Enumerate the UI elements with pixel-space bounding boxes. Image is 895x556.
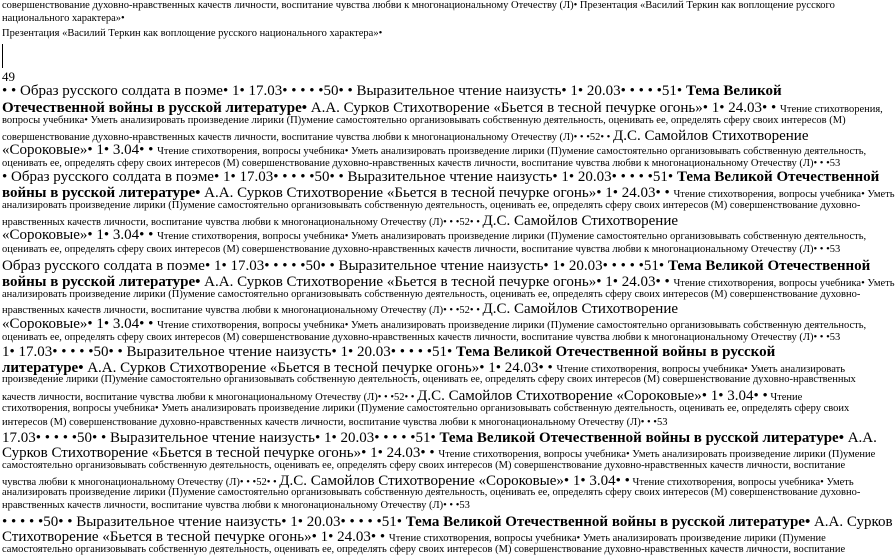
text-line: Образ русского солдата в поэме• 1• 17.03• • • • •50• • Выразительное чтение наизусть• 1• 20.03• • • • •51• Тема Великой Отечественной <box>2 258 871 274</box>
text-line: анализировать произведение лирики (П)умение самостоятельно организовывать собственную деятельность, оценивать ее, определять сферу своих интересов (М) совершенствование духовно- <box>2 289 861 300</box>
text-line: войны в русской литературе• А.А. Сурков Стихотворение «Бьется в тесной печурке огонь»• 1• 24.03• • Чтение стихотворения, вопросы учебника• Уметь <box>2 185 895 201</box>
text-line: оценивать ее, определять сферу своих интересов (М) совершенствование духовно-нравственных качеств личности, воспитание чувства любви к многонациональному Отечеству (Л)• • •53 <box>2 244 841 255</box>
text-line: нравственных качеств личности, воспитание чувства любви к многонациональному Отечеству (Л)• • •52• • Д.С. Самойлов Стихотворение <box>2 301 679 317</box>
text-line: совершенствование духовно-нравственных качеств личности, воспитание чувства любви к многонациональному Отечеству (Л)• • •52• • Д.С. Самойлов Стихотворение <box>2 128 809 144</box>
text-line: «Сороковые»• 1• 3.04• • Чтение стихотворения, вопросы учебника• Уметь анализировать произведение лирики (П)умение самостоятельно организовывать собственную деятельность, <box>2 227 867 243</box>
cursor-bar <box>2 44 3 68</box>
text-line: литературе• А.А. Сурков Стихотворение «Бьется в тесной печурке огонь»• 1• 24.03• • Чтение стихотворения, вопросы учебника• Уметь анализировать <box>2 360 846 376</box>
page-number: 49 <box>2 69 15 84</box>
text-line: самостоятельно организовывать собственную деятельность, оценивать ее, определять сферу своих интересов (М) совершенствование духовно-нравственных качеств личности, воспитание <box>2 460 846 471</box>
text-line: самостоятельно организовывать собственную деятельность, оценивать ее, определять сферу своих интересов (М) совершенствование духовно-нравственных качеств личности, воспитание <box>2 544 846 555</box>
text-line: оценивать ее, определять сферу своих интересов (М) совершенствование духовно-нравственных качеств личности, воспитание чувства любви к многонациональному Отечеству (Л)• • •53 <box>2 158 841 169</box>
text-line: национального характера»• <box>2 13 125 24</box>
text-line: 17.03• • • • •50• • Выразительное чтение наизусть• 1• 20.03• • • • •51• Тема Великой Отечественной войны в русской литературе• А.А. <box>2 430 877 446</box>
text-line: анализировать произведение лирики (П)умение самостоятельно организовывать собственную деятельность, оценивать ее, определять сферу своих интересов (М) совершенствование духовно- <box>2 487 861 498</box>
text-line: Презентация «Василий Теркин как воплощение русского национального характера»• <box>2 28 383 39</box>
text-line: 1• 17.03• • • • •50• • Выразительное чтение наизусть• 1• 20.03• • • • •51• Тема Великой Отечественной войны в русской <box>2 344 776 360</box>
text-line: интересов (М) совершенствование духовно-нравственных качеств личности, воспитание чувства любви к многонациональному Отечеству (Л)• • •53 <box>2 417 668 428</box>
text-line: Стихотворение «Бьется в тесной печурке огонь»• 1• 24.03• • Чтение стихотворения, вопросы учебника• Уметь анализировать произведение лирики (П)умение <box>2 529 826 545</box>
text-line: чувства любви к многонациональному Отечеству (Л)• • •52• • Д.С. Самойлов Стихотворение «Сороковые»• 1• 3.04• • Чтение стихотворения, вопросы учебника• Уметь <box>2 473 854 489</box>
text-line: произведение лирики (П)умение самостоятельно организовывать собственную деятельность, оценивать ее, определять сферу своих интересов (М) совершенствование духовно-нравственных <box>2 374 856 385</box>
text-line: • • • • •50• • Выразительное чтение наизусть• 1• 20.03• • • • •51• Тема Великой Отечественной войны в русской литературе• А.А. Сурков <box>2 514 893 530</box>
text-line: нравственных качеств личности, воспитание чувства любви к многонациональному Отечеству (Л)• • •52• • Д.С. Самойлов Стихотворение <box>2 213 679 229</box>
text-line: • Образ русского солдата в поэме• 1• 17.03• • • • •50• • Выразительное чтение наизусть• 1• 20.03• • • • •51• Тема Великой Отечественной <box>2 169 880 185</box>
text-line: нравственных качеств личности, воспитание чувства любви к многонациональному Отечеству (Л)• • •53 <box>2 500 470 511</box>
text-line: Отечественной войны в русской литературе• А.А. Сурков Стихотворение «Бьется в тесной печурке огонь»• 1• 24.03• • Чтение стихотворения, <box>2 100 883 116</box>
text-line: стихотворения, вопросы учебника• Уметь анализировать произведение лирики (П)умение самостоятельно организовывать собственную деятельность, оценивать ее, определять сферу своих <box>2 403 850 414</box>
text-line: качеств личности, воспитание чувства любви к многонациональному Отечеству (Л)• • •52• • Д.С. Самойлов Стихотворение «Сороковые»• 1• 3.04• • Чтение <box>2 388 803 404</box>
text-line: войны в русской литературе• А.А. Сурков Стихотворение «Бьется в тесной печурке огонь»• 1• 24.03• • Чтение стихотворения, вопросы учебника• Уметь <box>2 274 895 290</box>
text-line: • • Образ русского солдата в поэме• 1• 17.03• • • • •50• • Выразительное чтение наизусть• 1• 20.03• • • • •51• Тема Великой <box>2 83 782 99</box>
text-line: «Сороковые»• 1• 3.04• • Чтение стихотворения, вопросы учебника• Уметь анализировать произведение лирики (П)умение самостоятельно организовывать собственную деятельность, <box>2 316 867 332</box>
text-line: оценивать ее, определять сферу своих интересов (М) совершенствование духовно-нравственных качеств личности, воспитание чувства любви к многонациональному Отечеству (Л)• • •53 <box>2 332 841 343</box>
text-line: совершенствование духовно-нравственных качеств личности, воспитание чувства любви к многонациональному Отечеству (Л)• Презентация «Василий Теркин как воплощение русского <box>2 0 835 11</box>
text-line: анализировать произведение лирики (П)умение самостоятельно организовывать собственную деятельность, оценивать ее, определять сферу своих интересов (М) совершенствование духовно- <box>2 200 861 211</box>
text-line: «Сороковые»• 1• 3.04• • Чтение стихотворения, вопросы учебника• Уметь анализировать произведение лирики (П)умение самостоятельно организовывать собственную деятельность, <box>2 142 867 158</box>
text-line: Сурков Стихотворение «Бьется в тесной печурке огонь»• 1• 24.03• • Чтение стихотворения, вопросы учебника• Уметь анализировать произведение лирики (П)умение <box>2 445 876 461</box>
text-line: вопросы учебника• Уметь анализировать произведение лирики (П)умение самостоятельно организовывать собственную деятельность, оценивать ее, определять сферу своих интересов (М) <box>2 115 846 126</box>
